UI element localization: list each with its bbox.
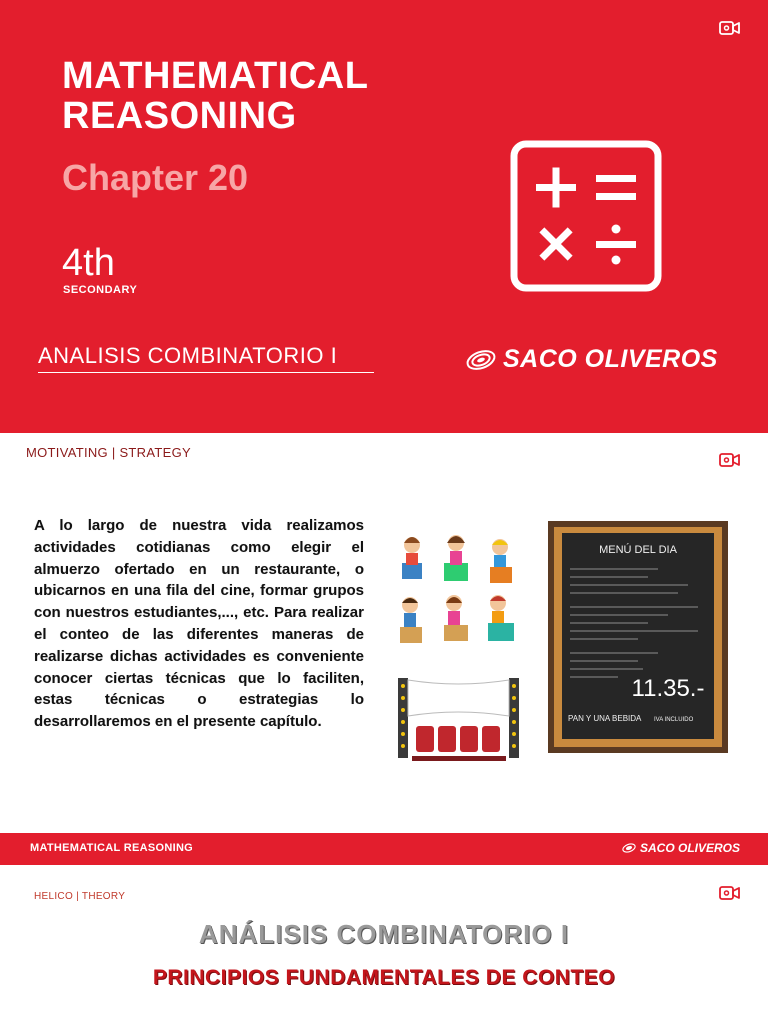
cover-slide (0, 0, 768, 433)
slide-title: ANÁLISIS COMBINATORIO I (198, 919, 570, 949)
brand-swirl-icon (465, 349, 497, 371)
section-label: HELICO | THEORY (34, 891, 126, 902)
motivation-slide (0, 433, 768, 865)
cinema-illustration (396, 676, 521, 766)
course-title-line2: REASONING (62, 95, 297, 137)
slide-subtitle: PRINCIPIOS FUNDAMENTALES DE CONTEO (152, 966, 616, 989)
section-label: MOTIVATING | STRATEGY (26, 445, 191, 460)
brand-logo (465, 345, 718, 374)
menu-chalkboard-photo (548, 521, 728, 753)
menu-price: 11.35.- (631, 675, 705, 702)
kids-sitting-illustration (396, 523, 524, 651)
footer-brand (621, 841, 740, 855)
grade-label: 4th (62, 242, 115, 284)
course-title-line1: MATHEMATICAL (62, 55, 369, 97)
brand-swirl-icon (621, 843, 637, 853)
footer-brand-name: SACO OLIVEROS (639, 841, 740, 855)
video-camera-icon[interactable] (719, 452, 741, 468)
footer-title: MATHEMATICAL REASONING (30, 842, 194, 854)
brand-name: SACO OLIVEROS (503, 345, 718, 373)
math-operators-icon (510, 140, 662, 292)
chapter-label: Chapter 20 (62, 157, 249, 198)
theory-slide (0, 865, 768, 1024)
menu-note-right: IVA INCLUIDO (654, 717, 694, 723)
video-camera-icon[interactable] (719, 885, 741, 901)
menu-heading: MENÚ DEL DIA (599, 544, 677, 556)
level-label: SECONDARY (63, 284, 138, 296)
slide-footer (0, 833, 768, 865)
intro-paragraph: A lo largo de nuestra vida realizamos actividades cotidianas como elegir el almuerzo ofertado en un restaurante, o ubicarnos en una fila del cine, formar grupos con nuestros estudiantes,..., etc. Para realizar el conteo de las diferentes maneras de realizarse dichas actividades es conveniente conocer ciertas técnicas que lo faciliten, estas técnicas o estrategias lo desarrollaremos en el presente capítulo. (34, 517, 364, 731)
topic-label: ANALISIS COMBINATORIO I (38, 343, 374, 373)
video-camera-icon[interactable] (719, 20, 741, 36)
course-title (62, 56, 368, 136)
menu-note-left: PAN Y UNA BEBIDA (568, 714, 642, 723)
